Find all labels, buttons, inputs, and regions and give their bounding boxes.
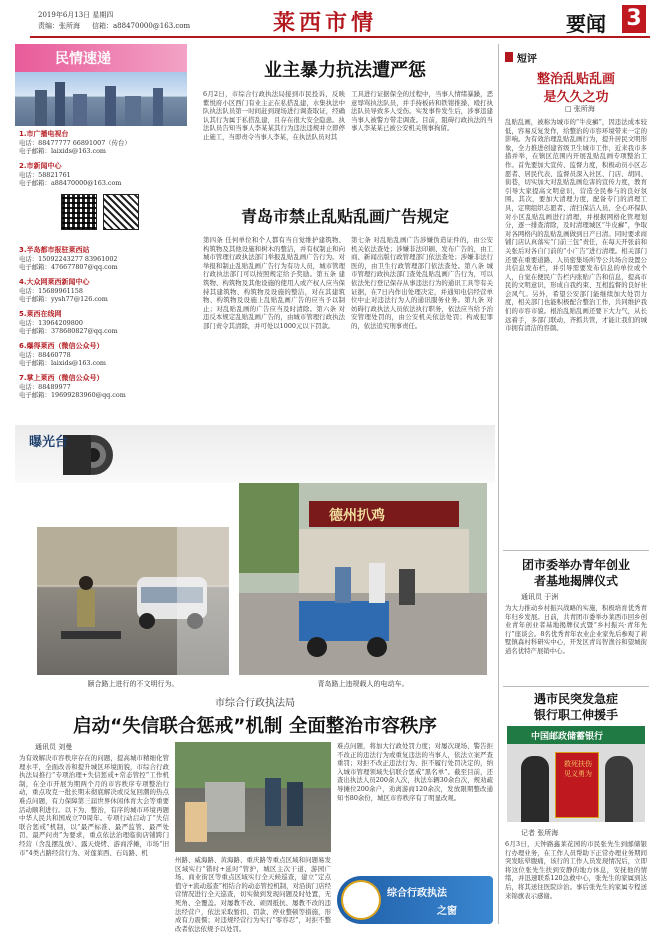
article-kicker: 市综合行政执法局 [215,698,295,709]
story3-title-1: 遇市民突发急症 [533,692,618,706]
story-divider [503,686,649,687]
column-divider [498,44,499,924]
article-col-1: 6月2日，市综合行政执法局接到市民投诉，反映紫悦府小区西门有业主正在私搭乱建，水集执法中队执法队员第一时间赶到现场进行调查取证，经确认其行为属于私搭乱建，且存在很大安全隐患。执法队员告知当事人李某某其行为违法违规并立即停止施工，当即责令当事人李某，在执法队员对其 [203,90,345,141]
story3-byline: 记者 张所海 [521,829,559,837]
contact-item-1 [19,130,185,156]
commentary-label-text: 短评 [517,54,537,65]
thank-you-flag [555,752,599,818]
contact-name: 6.爆得莱西（微信公众号） [19,342,104,350]
article-title: 启动“失信联合惩戒”机制 全面整治市容秩序 [73,716,437,737]
contact-email: 电子邮箱：378680827@qq.com [19,327,118,336]
contact-name: 1.市广播电视台 [19,130,69,138]
article-ad-rules [195,196,495,422]
contact-item-6 [19,342,185,368]
contact-email: 电子邮箱：476677807@qq.com [19,263,118,272]
paper-name: 莱西市情 [272,10,377,36]
story2-byline: 通讯员 于洲 [521,593,559,601]
story2-title-1: 团市委举办青年创业 [521,558,630,572]
contact-item-2 [19,162,185,188]
photo-left-caption: 颐合路上进行的不文明行为。 [87,680,179,688]
article-col-2: 州路、威海路、黄海路、重庆路等重点区域和问题易发区域实行“错时+延时”管护，城区主次干道、游园广场、商业街区等重点区域实行全天候巡查，建立“定点值守+流动巡查”相结合的动态管控机制，对沿街门店经营情况进行全天巡查，切实做到发现问题及时处置，无死角、全覆盖。对屡教不改、顽固抵抗、屡教不改的违法经营户，依法采取暂扣、罚款、停业整顿等措施，形成有力震慑；对违规经营行为实行“零容忍”，对拒不整改者依法依规予以处罚。 [175,856,331,933]
commentary-body: 乱贴乱画，被称为城市的“牛皮癣”，因违法成本较低，容易反复发作，给整治的市容环境带来一定的影响。为有效治理乱贴乱画行为，提升居民文明形象，全力推进创建省级卫生城市工作，近来我市多措并举，在镇区范围内开展乱贴乱画专项整治工作。首先要加大宣传、监督力度，积极动员小区志愿者、居民代表、监督员深入社区、门店、胡同、街巷，切实加大对乱贴乱画危害的宣传力度，教育引导大家提高文明意识，营造全民参与的良好氛围。其次，要加大清理力度，配备专门的清理工具，定期组织志愿者、清扫保洁人员、全心环保队对小区乱贴乱画进行清理，并根据网格化管理划分，逐一排查清除，及时清理城区“牛皮癣”，争取对各网格内的乱贴乱画做到日产日清。同时要求商铺门店认真落实“门前三包”责任，在每天开张前和关张后对各自门前的“小广告”进行清理。相关部门还要在重要道路、人员密集场所等公共场合设置公共信息发布栏，并引导需要发布信息的单位或个人，自觉在便民广告栏内张贴广告和信息，提高市民的文明意识，形成自我约束、互相监督的良好社会风气。另外，希望公安部门能继续加大处罚力度，相关部门也能积极配合整治工作，共同维护我们的市容市貌。根治乱贴乱画还要下大力气，从长远着手，多部门联动，齐抓共管，才能让我们的城市拥有清洁的容颜。 [505,118,647,333]
contact-name: 5.莱西在线网 [19,310,62,318]
section-name: 要闻 [566,12,606,36]
commentary-author: □ 张所海 [565,105,595,113]
story3-photo [507,726,645,822]
story-divider [503,550,649,551]
badge-line-2: 之窗 [437,906,457,917]
contact-email: 电子邮箱：yysh77@126.com [19,295,108,304]
contact-name: 4.大众网莱西新闻中心 [19,278,90,286]
qr-code-right [103,194,139,230]
article-col-3: 难点问题，将加大行政处罚力度；对屡次现场、警告拒不改正的违法行为或重复违法的当事人，依法立案严查重罚；对拒不改正违法行为、拒不履行处罚决定的，纳入城市管理领域失信联合惩戒“黑名单”。截至目前，还查出执法人员200余人次，执法车辆30余台次，规劝疏导摊位200余户，劝离游商120余次，发放限期整改通知书80余份，城区市容秩序有了明显改观。 [337,742,493,802]
story2-title-2: 者基地揭牌仪式 [533,574,618,588]
qr-code-left [61,194,97,230]
photo-section-title: 曝光台 [29,435,69,450]
article-byline: 通讯员 刘曼 [35,743,73,751]
contact-item-3 [19,246,185,272]
contact-phone: 电话：13964209800 [19,318,83,327]
story3-body: 6月3日，天钟路鑫莱花园的市民张先生到邮储银行办理业务，在工作人员帮助下正常办理业务期间突发眩晕腹痛，该行的工作人员发现情况后，立即将这位张先生扶到安静的地方休息，安抚他的情绪，并迅速联系120急救中心，张先生的家属到达后，将其送往医院诊治。事后张先生的家属专程送来锦旗表示感谢。 [505,840,647,900]
badge-emblem-icon [341,880,381,920]
page-number: 3 [622,5,646,33]
article-col-1: 第四条 任何单位和个人都有当自觉维护建筑物、构筑物及其他设施和树木的整洁，并有权制止和向城市管理行政执法部门举报乱贴乱画广告行为。对举报和制止乱贴乱画广告行为有功人员，城市管理行政执法部门可以按照规定给予奖励。第五条 建筑物、构筑物及其他设施的使用人或产权人应当保持其建筑物、构筑物及设施的整洁，对在其建筑物、构筑物及设施上乱贴乱画广告的应当予以制止；对乱贴乱画的广告应当及时清除。第六条 对违反本规定乱贴乱画广告的，由城市管理行政执法部门责令其清除，并可处以1000元以下罚款。 [203,236,345,330]
contact-name: 2.市新闻中心 [19,162,62,170]
right-column [503,44,649,934]
editor-email: 信箱：a88470000@163.com [92,22,191,30]
contact-email: 电子邮箱：laixids@163.com [19,147,106,156]
article-col-1: 为有效解决市容秩序存在的问题，提高城市精细化管理水平，全面改善和提升城区环境面貌，市综合行政执法局推行“专项治理+失信惩戒+常态管控”工作机制，在全市开展为期两个月的市容秩序专项整治行动，重点攻克一批长期未彻底解决或反复回潮的热点难点问题，有力保障第三届世界休闲体育大会等重要活动顺利进行。以下为、整治，有序的城市环境再题中华人民共和国成立70周年。专项行动启动了“失信联合惩戒”机制，以“最严标准、最严监管、最严处罚、最严问责”为要求，重点依法治理临街店铺跨门经营（含乱摆乱放）、露天烧烤、游商浮摊，市场“旧市”4类占路经营行为、对莲莱西、石岛路、机 [19,754,169,857]
article-col-2: 工具进行证据保全的过程中，当事人情绪暴躁，恶意辱骂执法队员，并手持板砖和铁钳推搡、殴打执法队员导致多人受伤。实发事件发生后，涉事违建当事人被警方带走调查。目前，阻碍行政执法的当事人李某某已被公安机关刑事拘留。 [351,90,493,133]
article-violence [195,44,495,194]
contact-phone: 电话：88477777 66891007（传台） [19,138,131,147]
photo-right-caption: 青岛路上违规载人的电动车。 [317,680,409,688]
commentary-label [503,50,649,64]
contact-item-5 [19,310,185,336]
photo-right [239,483,487,675]
contact-email: 电子邮箱：19699283960@qq.com [19,391,126,400]
issue-date: 2019年6月13日 星期四 [38,11,114,19]
sidebar-city-image [15,72,187,126]
editor-name: 责编：张所海 [38,22,80,30]
contact-name: 7.掌上莱西（微信公众号） [19,374,104,382]
contact-phone: 电话：88489977 [19,382,71,391]
story2-body: 为大力推动乡村振兴战略的实施，积极培育优秀青年归乡发展。日前，共青团市委举办莱西市回乡创业青年创业者基地揭牌仪式暨“乡村振兴·青年先行”座谈会。8名优秀青年农业企业家先后参观了莉墅镇森村科研实中心，开发区青岛智渔谷和望城街道名优特产展销中心。 [505,604,647,655]
shop-sign-text: 德州扒鸡 [329,508,385,524]
article-photo [175,742,331,852]
contact-email: 电子邮箱：laixids@163.com [19,359,106,368]
article-col-2: 第七条 对乱贴乱画广告涉嫌伪造证件的，由公安机关依法查处；涉嫌非法印刷、发布广告的，由工商、新闻出版行政管理部门依法查处；涉嫌非法行医的，由卫生行政管理部门依法查处。第八条 城市管理行政执法部门查处乱贴乱画广告行为，可以依法先行登记保存从事违法行为的通讯工具等有关证据，在7日内作出处理决定，并通知电信经营单位中止对违法行为人的通讯服务业务。第九条 对妨碍行政执法人员依法执行职务，依法应当给予治安管理处罚的，由公安机关依法处罚；构成犯罪的，依法追究刑事责任。 [351,236,493,330]
person-right [605,756,633,822]
contact-email: 电子邮箱：a88470000@163.com [19,179,122,188]
commentary-marker-icon [505,52,513,62]
article-title: 青岛市禁止乱贴乱画广告规定 [240,207,449,226]
photo-section-header [15,425,495,483]
story3-title-2: 银行职工伸援手 [533,708,618,722]
contact-phone: 电话：15092243277 83961002 [19,254,118,263]
contact-item-4 [19,278,185,304]
commentary-title-1: 整治乱贴乱画 [536,72,615,87]
law-enforcement-badge [337,876,493,924]
person-left [521,756,549,822]
article-credit-punishment [15,690,495,933]
masthead [0,0,659,42]
contact-name: 3.半岛都市报驻莱西站 [19,246,90,254]
contact-phone: 电话：15689961158 [19,286,83,295]
sidebar-header [15,44,187,72]
contact-phone: 电话：58821761 [19,170,71,179]
photo-left [37,527,229,675]
contact-item-7 [19,374,185,400]
contact-phone: 电话：88460778 [19,350,71,359]
flag-text: 救死扶伤 见义勇为 [564,760,592,778]
bank-banner [507,726,645,744]
sidebar-title: 民情速递 [55,51,111,67]
commentary-title-2: 是久久之功 [543,90,609,105]
article-title: 业主暴力抗法遭严惩 [264,60,426,81]
badge-line-1: 综合行政执法 [387,888,447,899]
bank-banner-text: 中国邮政储蓄银行 [531,732,604,742]
photo-section [15,425,495,690]
sidebar [15,44,187,416]
masthead-rule [30,36,650,38]
